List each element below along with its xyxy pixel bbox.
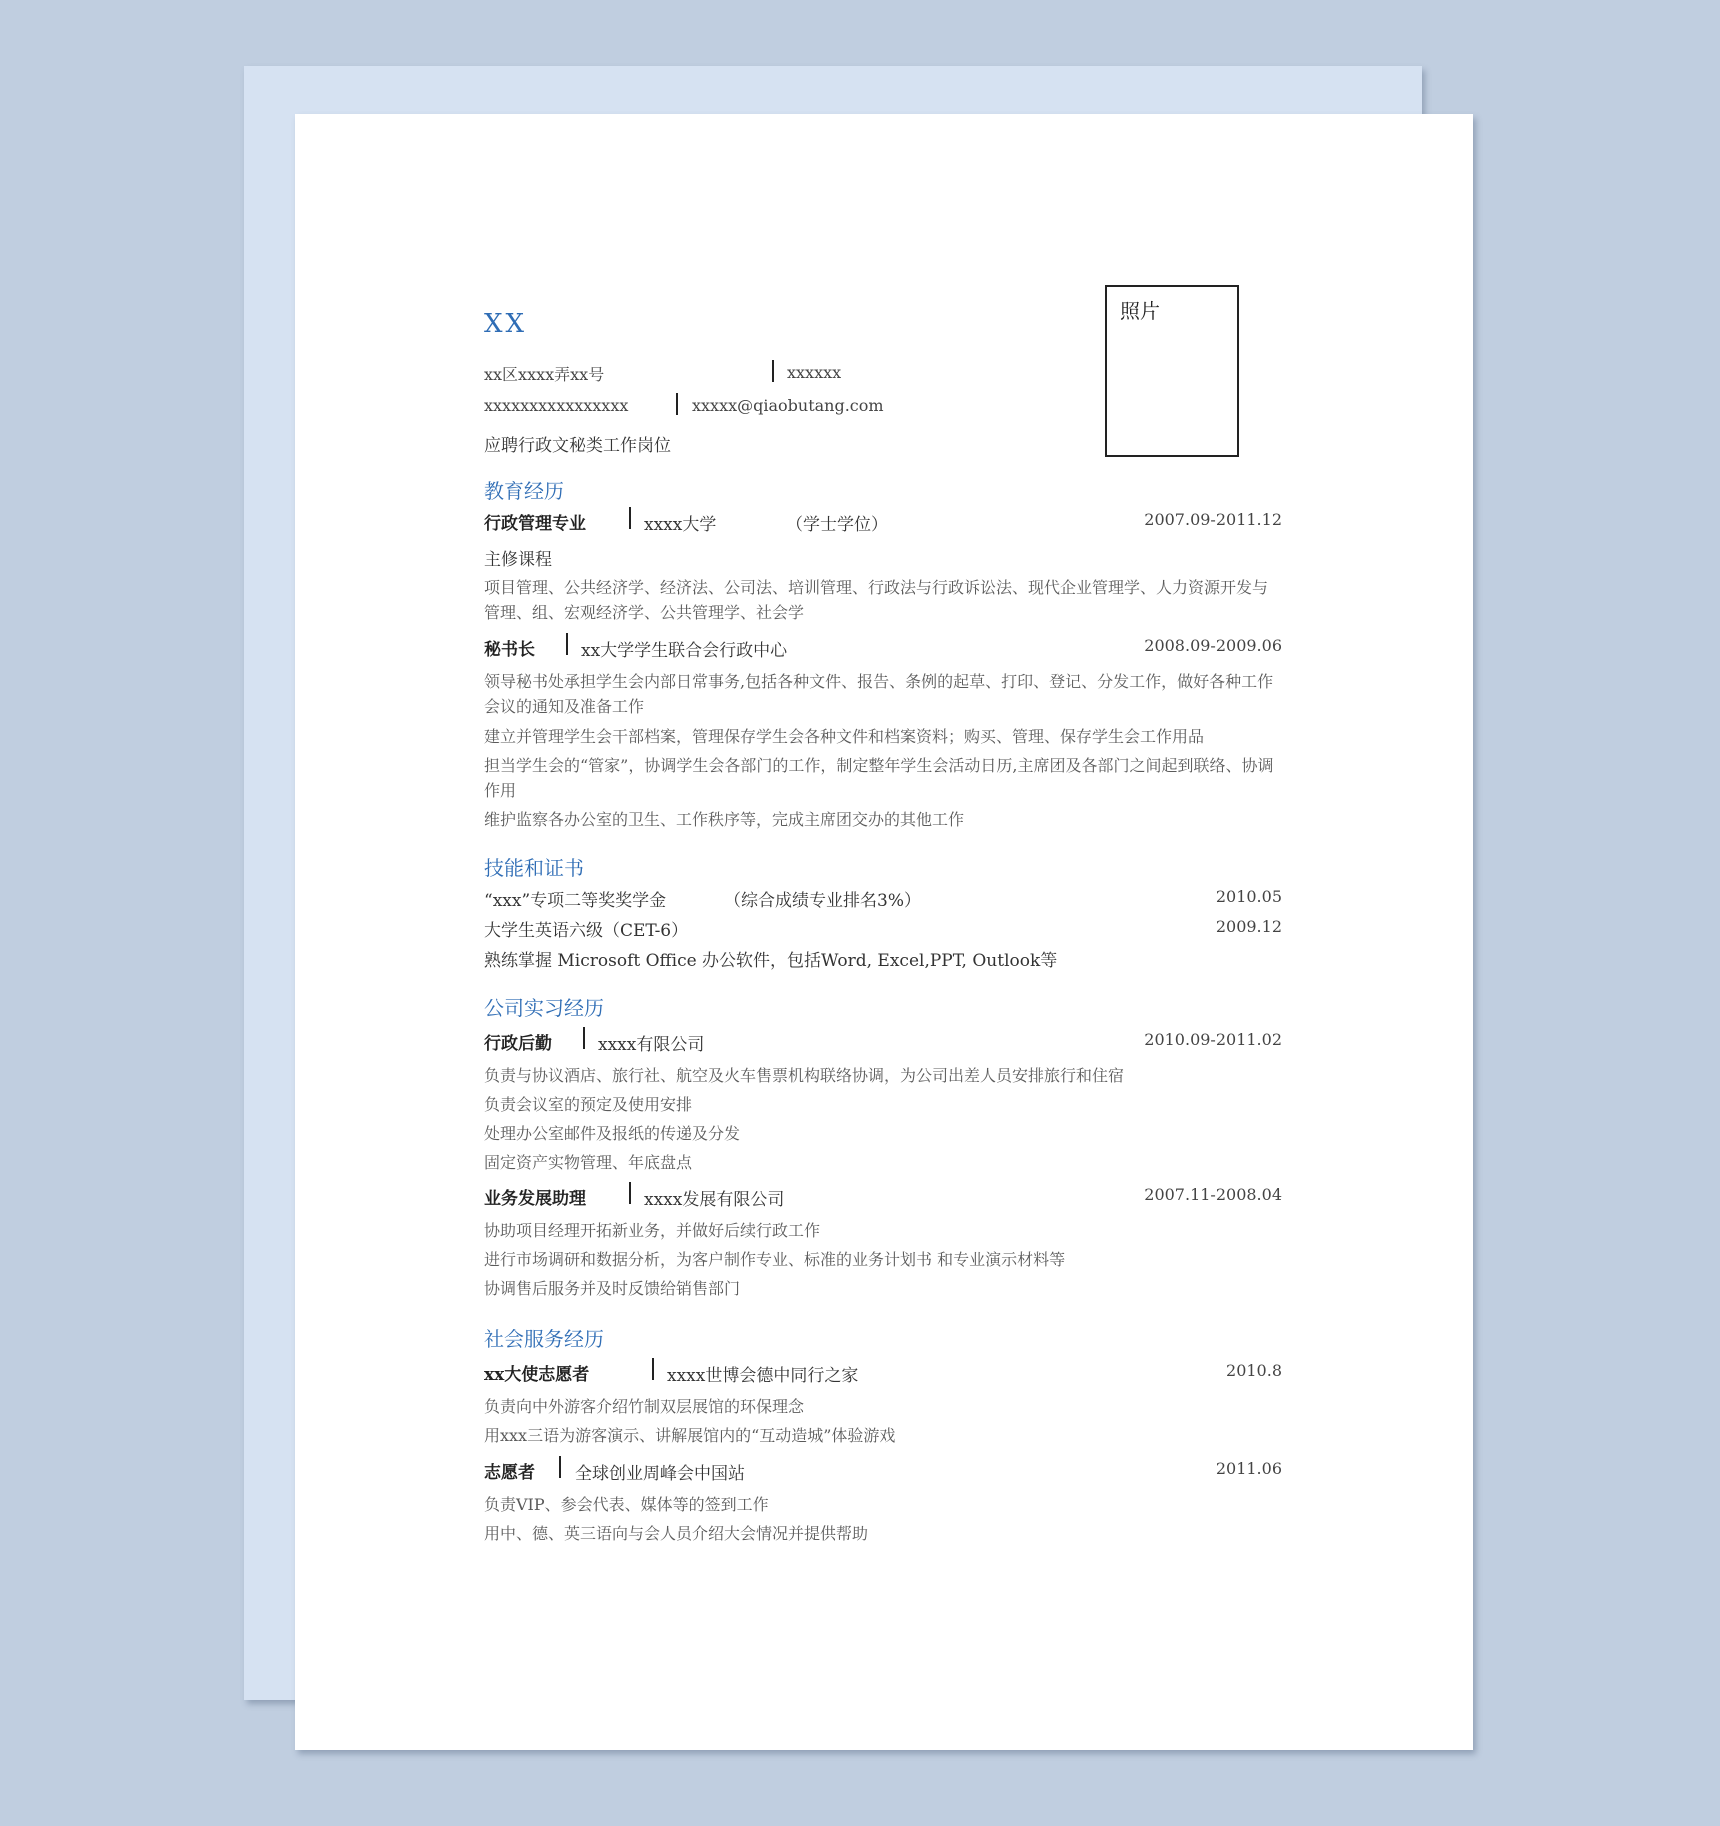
duty-item: 担当学生会的“管家”，协调学生会各部门的工作，制定整年学生会活动日历,主席团及各部门之间起到联络、协调作用 [484,756,1274,800]
duty-item: 负责与协议酒店、旅行社、航空及火车售票机构联络协调，为公司出差人员安排旅行和住宿 [484,1066,1125,1085]
role-date: 2008.09-2009.06 [1144,636,1282,655]
duty-item: 维护监察各办公室的卫生、工作秩序等，完成主席团交办的其他工作 [484,810,965,829]
skill-date: 2010.05 [1215,887,1282,906]
skill-date: 2009.12 [1215,917,1282,936]
photo-placeholder [1105,285,1239,457]
job-objective: 应聘行政文秘类工作岗位 [484,436,671,456]
role-title: 秘书长 [484,640,535,660]
duty-item: 领导秘书处承担学生会内部日常事务,包括各种文件、报告、条例的起草、打印、登记、分发工作，做好各种工作会议的通知及准备工作 [484,672,1274,716]
job-role: 业务发展助理 [484,1189,586,1209]
job-date: 2007.11-2008.04 [1144,1185,1282,1204]
education-date: 2007.09-2011.12 [1144,510,1282,529]
candidate-name: XX [484,309,528,339]
duty-item: 建立并管理学生会干部档案，管理保存学生会各种文件和档案资料；购买、管理、保存学生会工作用品 [484,727,1205,746]
separator [652,1358,654,1380]
duty-item: 协调售后服务并及时反馈给销售部门 [484,1279,741,1298]
duty-item: 用xxx三语为游客演示、讲解展馆内的“互动造城”体验游戏 [484,1426,896,1445]
job-org: xxxx有限公司 [598,1035,705,1055]
duty-item: 负责向中外游客介绍竹制双层展馆的环保理念 [484,1397,805,1416]
section-title-education: 教育经历 [484,479,564,503]
education-degree: （学士学位） [786,515,888,535]
photo-label: 照片 [1120,299,1160,323]
duty-item: 负责VIP、参会代表、媒体等的签到工作 [484,1495,769,1514]
education-school: xxxx大学 [644,515,717,535]
duty-item: 进行市场调研和数据分析，为客户制作专业、标准的业务计划书 和专业演示材料等 [484,1250,1066,1269]
courses-list: 项目管理、公共经济学、经济法、公司法、培训管理、行政法与行政诉讼法、现代企业管理学、人力资源开发与管理、组、宏观经济学、公共管理学、社会学 [484,578,1269,622]
separator [629,507,631,529]
skill-note: （综合成绩专业排名3%） [724,891,921,911]
email: xxxxx@qiaobutang.com [692,396,884,415]
job-date: 2010.09-2011.02 [1144,1030,1282,1049]
section-title-skills: 技能和证书 [484,856,584,880]
duty-item: 负责会议室的预定及使用安排 [484,1095,693,1114]
duty-item: 用中、德、英三语向与会人员介绍大会情况并提供帮助 [484,1524,869,1543]
role-org: xx大学学生联合会行政中心 [581,641,788,661]
education-major: 行政管理专业 [484,514,586,534]
separator [566,633,568,655]
separator [559,1456,561,1478]
duty-item: 处理办公室邮件及报纸的传递及分发 [484,1124,741,1143]
job-role: 行政后勤 [484,1034,552,1054]
separator [583,1027,585,1049]
phone: xxxxxxxxxxxxxxxx [484,396,629,415]
service-org: 全球创业周峰会中国站 [575,1464,745,1484]
separator [629,1182,631,1204]
skill-item: “xxx”专项二等奖奖学金 [484,891,667,911]
address: xx区xxxx弄xx号 [484,365,605,384]
service-role: xx大使志愿者 [484,1365,590,1385]
skill-item: 熟练掌握 Microsoft Office 办公软件，包括Word, Excel,PPT, Outlook等 [484,951,1058,971]
service-date: 2011.06 [1215,1459,1282,1478]
postcode: xxxxxx [787,363,842,382]
section-title-service: 社会服务经历 [484,1327,604,1351]
separator [772,360,774,382]
courses-label: 主修课程 [484,550,552,570]
service-org: xxxx世博会德中同行之家 [667,1366,859,1386]
service-date: 2010.8 [1226,1361,1282,1380]
skill-item: 大学生英语六级（CET-6） [484,921,689,941]
resume-page [295,114,1473,1750]
duty-item: 固定资产实物管理、年底盘点 [484,1153,693,1172]
duty-item: 协助项目经理开拓新业务，并做好后续行政工作 [484,1221,821,1240]
service-role: 志愿者 [484,1463,535,1483]
job-org: xxxx发展有限公司 [644,1190,785,1210]
separator [676,393,678,415]
section-title-internship: 公司实习经历 [484,996,604,1020]
